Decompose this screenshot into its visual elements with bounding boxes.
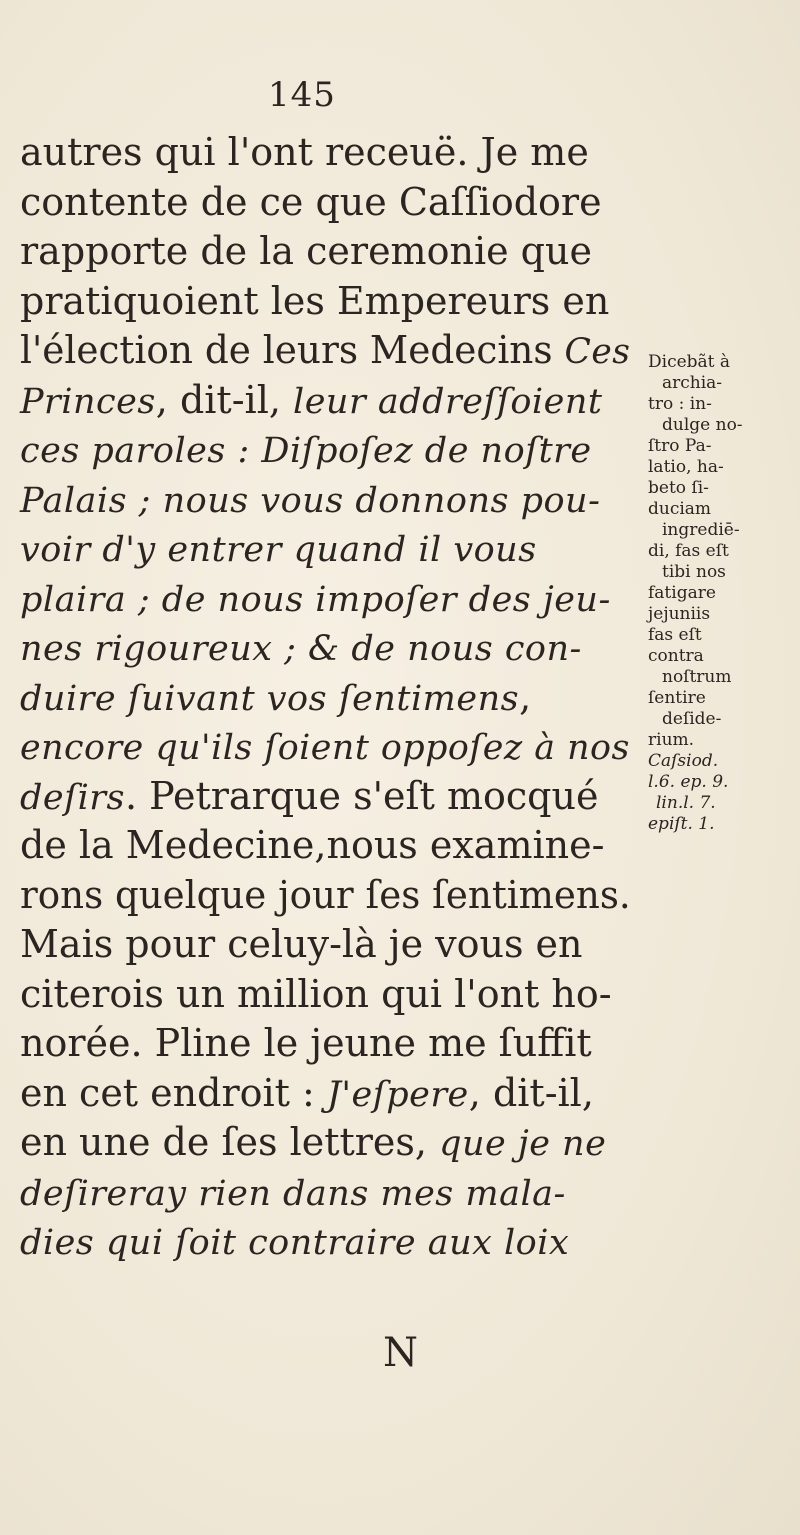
page-number: 145 <box>268 75 336 115</box>
text-line <box>20 425 630 475</box>
margin-note-line: ſtro Pa- <box>648 436 712 456</box>
italic-text-run: voir d'y entrer quand il vous <box>20 530 537 570</box>
roman-text-run: l'élection de leurs Medecins <box>20 328 565 372</box>
margin-note-line: tro : in- <box>648 394 712 414</box>
text-line <box>20 574 630 624</box>
roman-text-run: de la Medecine,nous examine- <box>20 823 605 867</box>
italic-text-run: Palais ; nous vous donnons pou- <box>20 480 601 521</box>
text-line <box>20 1069 630 1119</box>
text-line <box>20 970 630 1020</box>
italic-text-run: ces paroles : Diſpoſez de noſtre <box>20 431 592 471</box>
text-line <box>20 1217 630 1267</box>
italic-text-run: deſireray rien dans mes mala- <box>20 1173 566 1214</box>
roman-text-run: norée. Pline le jeune me ſuffit <box>20 1021 592 1065</box>
margin-note-line: fatigare <box>648 583 716 603</box>
text-line <box>20 1118 630 1168</box>
roman-text-run: , dit-il, <box>155 377 294 422</box>
italic-text-run: plaira ; de nous impoſer des jeu- <box>20 579 611 620</box>
roman-text-run: , <box>519 674 532 719</box>
margin-note-line: ſentire <box>648 688 706 708</box>
margin-note-line: l.6. ep. 9. <box>648 772 729 792</box>
margin-note-line: rium. <box>648 730 695 750</box>
text-line <box>20 277 630 327</box>
text-line <box>20 673 630 723</box>
margin-note-line: deſide- <box>662 709 722 729</box>
text-line <box>20 722 630 772</box>
roman-text-run: autres qui l'ont receuë. Je me <box>20 130 589 174</box>
text-line <box>20 920 630 970</box>
text-line <box>20 524 630 574</box>
margin-note-line: jejuniis <box>648 604 711 624</box>
margin-note-line: Caſsiod. <box>648 751 719 771</box>
margin-note-line: lin.l. 7. <box>656 793 716 813</box>
text-line <box>20 871 631 921</box>
margin-note-line: fas eſt <box>648 625 702 645</box>
roman-text-run: , dit-il, <box>468 1070 594 1115</box>
roman-text-run: pratiquoient les Empereurs en <box>20 278 610 323</box>
margin-note-line: dulge no- <box>662 415 743 435</box>
italic-text-run: nes rigoureux ; & de nous con- <box>20 629 582 669</box>
text-line <box>20 772 630 822</box>
roman-text-run: rons quelque jour ſes ſentimens. <box>20 872 631 917</box>
text-line <box>20 475 630 525</box>
margin-note-line: contra <box>648 646 704 666</box>
margin-note-line: Dicebãt à <box>648 352 731 372</box>
italic-text-run: Ces <box>564 332 631 372</box>
roman-text-run: Mais pour celuy-là je vous en <box>20 922 583 966</box>
text-line <box>20 623 630 673</box>
italic-text-run: duire ſuivant vos ſentimens <box>20 678 520 719</box>
italic-text-run: Princes <box>20 381 156 422</box>
text-line <box>20 227 630 277</box>
text-line <box>20 376 630 426</box>
italic-text-run: que je ne <box>439 1124 607 1164</box>
text-line <box>20 326 631 376</box>
margin-note-line: beto ſi- <box>648 478 709 498</box>
roman-text-run: . Petrarque s'eſt mocqué <box>124 773 599 818</box>
main-text-block <box>20 128 630 1267</box>
margin-note-line: di, fas eſt <box>648 541 729 561</box>
margin-note-line: ingrediē- <box>662 520 740 540</box>
margin-note-line: duciam <box>648 499 712 519</box>
text-line <box>20 821 630 871</box>
roman-text-run: en cet endroit : <box>20 1070 327 1115</box>
italic-text-run: deſirs <box>20 777 125 818</box>
roman-text-run: contente de ce que Caſſiodore <box>20 179 602 224</box>
roman-text-run: citerois un million qui l'ont ho- <box>20 971 612 1016</box>
text-line <box>20 178 630 228</box>
italic-text-run: dies qui ſoit contraire aux loix <box>20 1223 570 1263</box>
text-line <box>20 128 630 178</box>
margin-note-line: tibi nos <box>662 562 726 582</box>
roman-text-run: rapporte de la ceremonie que <box>20 229 592 273</box>
italic-text-run: J'eſpere <box>326 1074 469 1115</box>
catchword: N <box>383 1330 418 1376</box>
roman-text-run: en une de ſes lettres, <box>20 1120 440 1164</box>
margin-note-line: archia- <box>662 373 723 393</box>
margin-note-line: latio, ha- <box>648 457 724 477</box>
text-line <box>20 1168 630 1218</box>
italic-text-run: leur addreſſoient <box>293 381 603 422</box>
margin-note-line: noſtrum <box>662 667 732 687</box>
margin-note-line: epiſt. 1. <box>648 814 715 834</box>
margin-note <box>648 352 798 835</box>
italic-text-run: encore qu'ils ſoient oppoſez à nos <box>20 728 630 768</box>
text-line <box>20 1019 630 1069</box>
